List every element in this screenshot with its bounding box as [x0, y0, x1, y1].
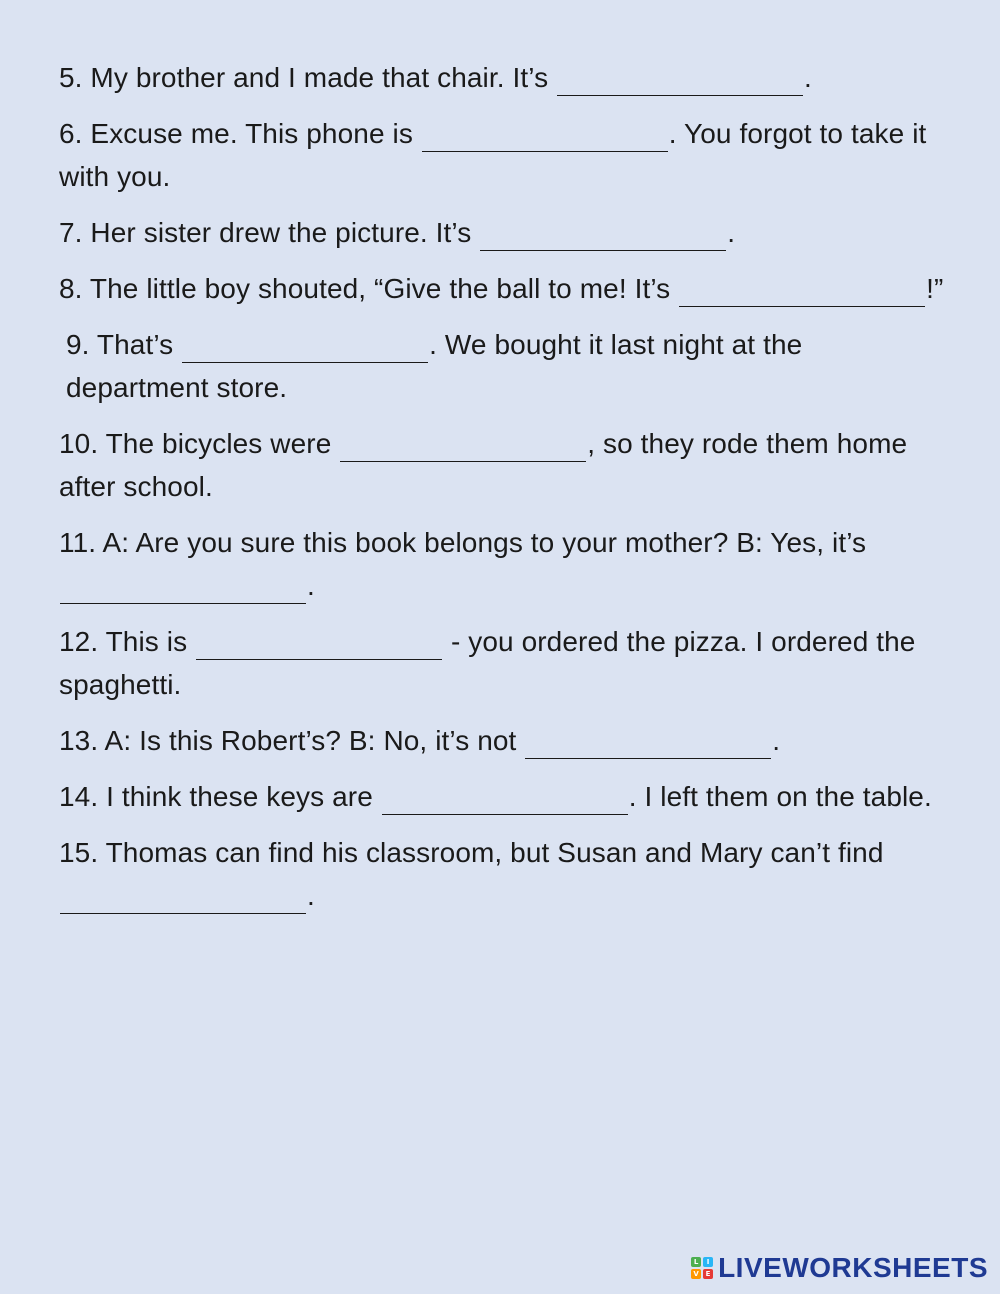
- question-6-text-before: 6. Excuse me. This phone is: [59, 118, 421, 149]
- logo-letter-l: L: [691, 1257, 701, 1267]
- question-14-text-after: . I left them on the table.: [628, 781, 932, 812]
- question-6-text-after: . You forgot to take it with you.: [59, 118, 927, 192]
- worksheet: [59, 56, 949, 930]
- question-11: [59, 521, 949, 607]
- liveworksheets-brand-text: LIVEWORKSHEETS: [718, 1252, 988, 1283]
- logo-letter-i: I: [703, 1257, 713, 1267]
- question-15-text-after: .: [307, 880, 315, 911]
- answer-blank-12[interactable]: [196, 629, 442, 660]
- answer-blank-6[interactable]: [422, 121, 668, 152]
- answer-blank-13[interactable]: [525, 728, 771, 759]
- question-14: [59, 775, 949, 818]
- question-5: [59, 56, 949, 99]
- question-8-text-before: 8. The little boy shouted, “Give the ball to me! It’s: [59, 273, 679, 304]
- question-11-text-after: .: [307, 570, 315, 601]
- question-15-text-before: 15. Thomas can find his classroom, but Susan and Mary can’t find: [59, 837, 884, 868]
- liveworksheets-logo: [691, 1252, 988, 1284]
- question-15: [59, 831, 949, 917]
- liveworksheets-logo-icon: [691, 1257, 713, 1279]
- question-13: [59, 719, 949, 762]
- question-13-text-before: 13. A: Is this Robert’s? B: No, it’s not: [59, 725, 525, 756]
- answer-blank-11[interactable]: [60, 573, 306, 604]
- answer-blank-5[interactable]: [557, 65, 803, 96]
- question-12-text-before: 12. This is: [59, 626, 196, 657]
- question-8-text-after: !”: [926, 273, 944, 304]
- question-12-text-after: - you ordered the pizza. I ordered the spaghetti.: [59, 626, 916, 700]
- question-5-text-before: 5. My brother and I made that chair. It’s: [59, 62, 557, 93]
- logo-letter-v: V: [691, 1269, 701, 1279]
- question-8: [59, 267, 949, 310]
- question-9-text-before: 9. That’s: [66, 329, 182, 360]
- answer-blank-8[interactable]: [679, 276, 925, 307]
- question-7: [59, 211, 949, 254]
- question-7-text-before: 7. Her sister drew the picture. It’s: [59, 217, 480, 248]
- question-7-text-after: .: [727, 217, 736, 248]
- question-9-text-after: . We bought it last night at the department store.: [66, 329, 803, 403]
- answer-blank-7[interactable]: [480, 220, 726, 251]
- answer-blank-9[interactable]: [182, 332, 428, 363]
- question-6: [59, 112, 949, 198]
- logo-letter-e: E: [703, 1269, 713, 1279]
- question-10: [59, 422, 949, 508]
- answer-blank-15[interactable]: [60, 883, 306, 914]
- answer-blank-14[interactable]: [382, 784, 628, 815]
- question-10-text-after: , so they rode them home after school.: [59, 428, 908, 502]
- question-5-text-after: .: [804, 62, 812, 93]
- question-12: [59, 620, 949, 706]
- question-9: [59, 323, 949, 409]
- question-14-text-before: 14. I think these keys are: [59, 781, 381, 812]
- question-11-text-before: 11. A: Are you sure this book belongs to your mother? B: Yes, it’s: [59, 527, 867, 558]
- question-13-text-after: .: [772, 725, 781, 756]
- question-10-text-before: 10. The bicycles were: [59, 428, 340, 459]
- answer-blank-10[interactable]: [340, 431, 586, 462]
